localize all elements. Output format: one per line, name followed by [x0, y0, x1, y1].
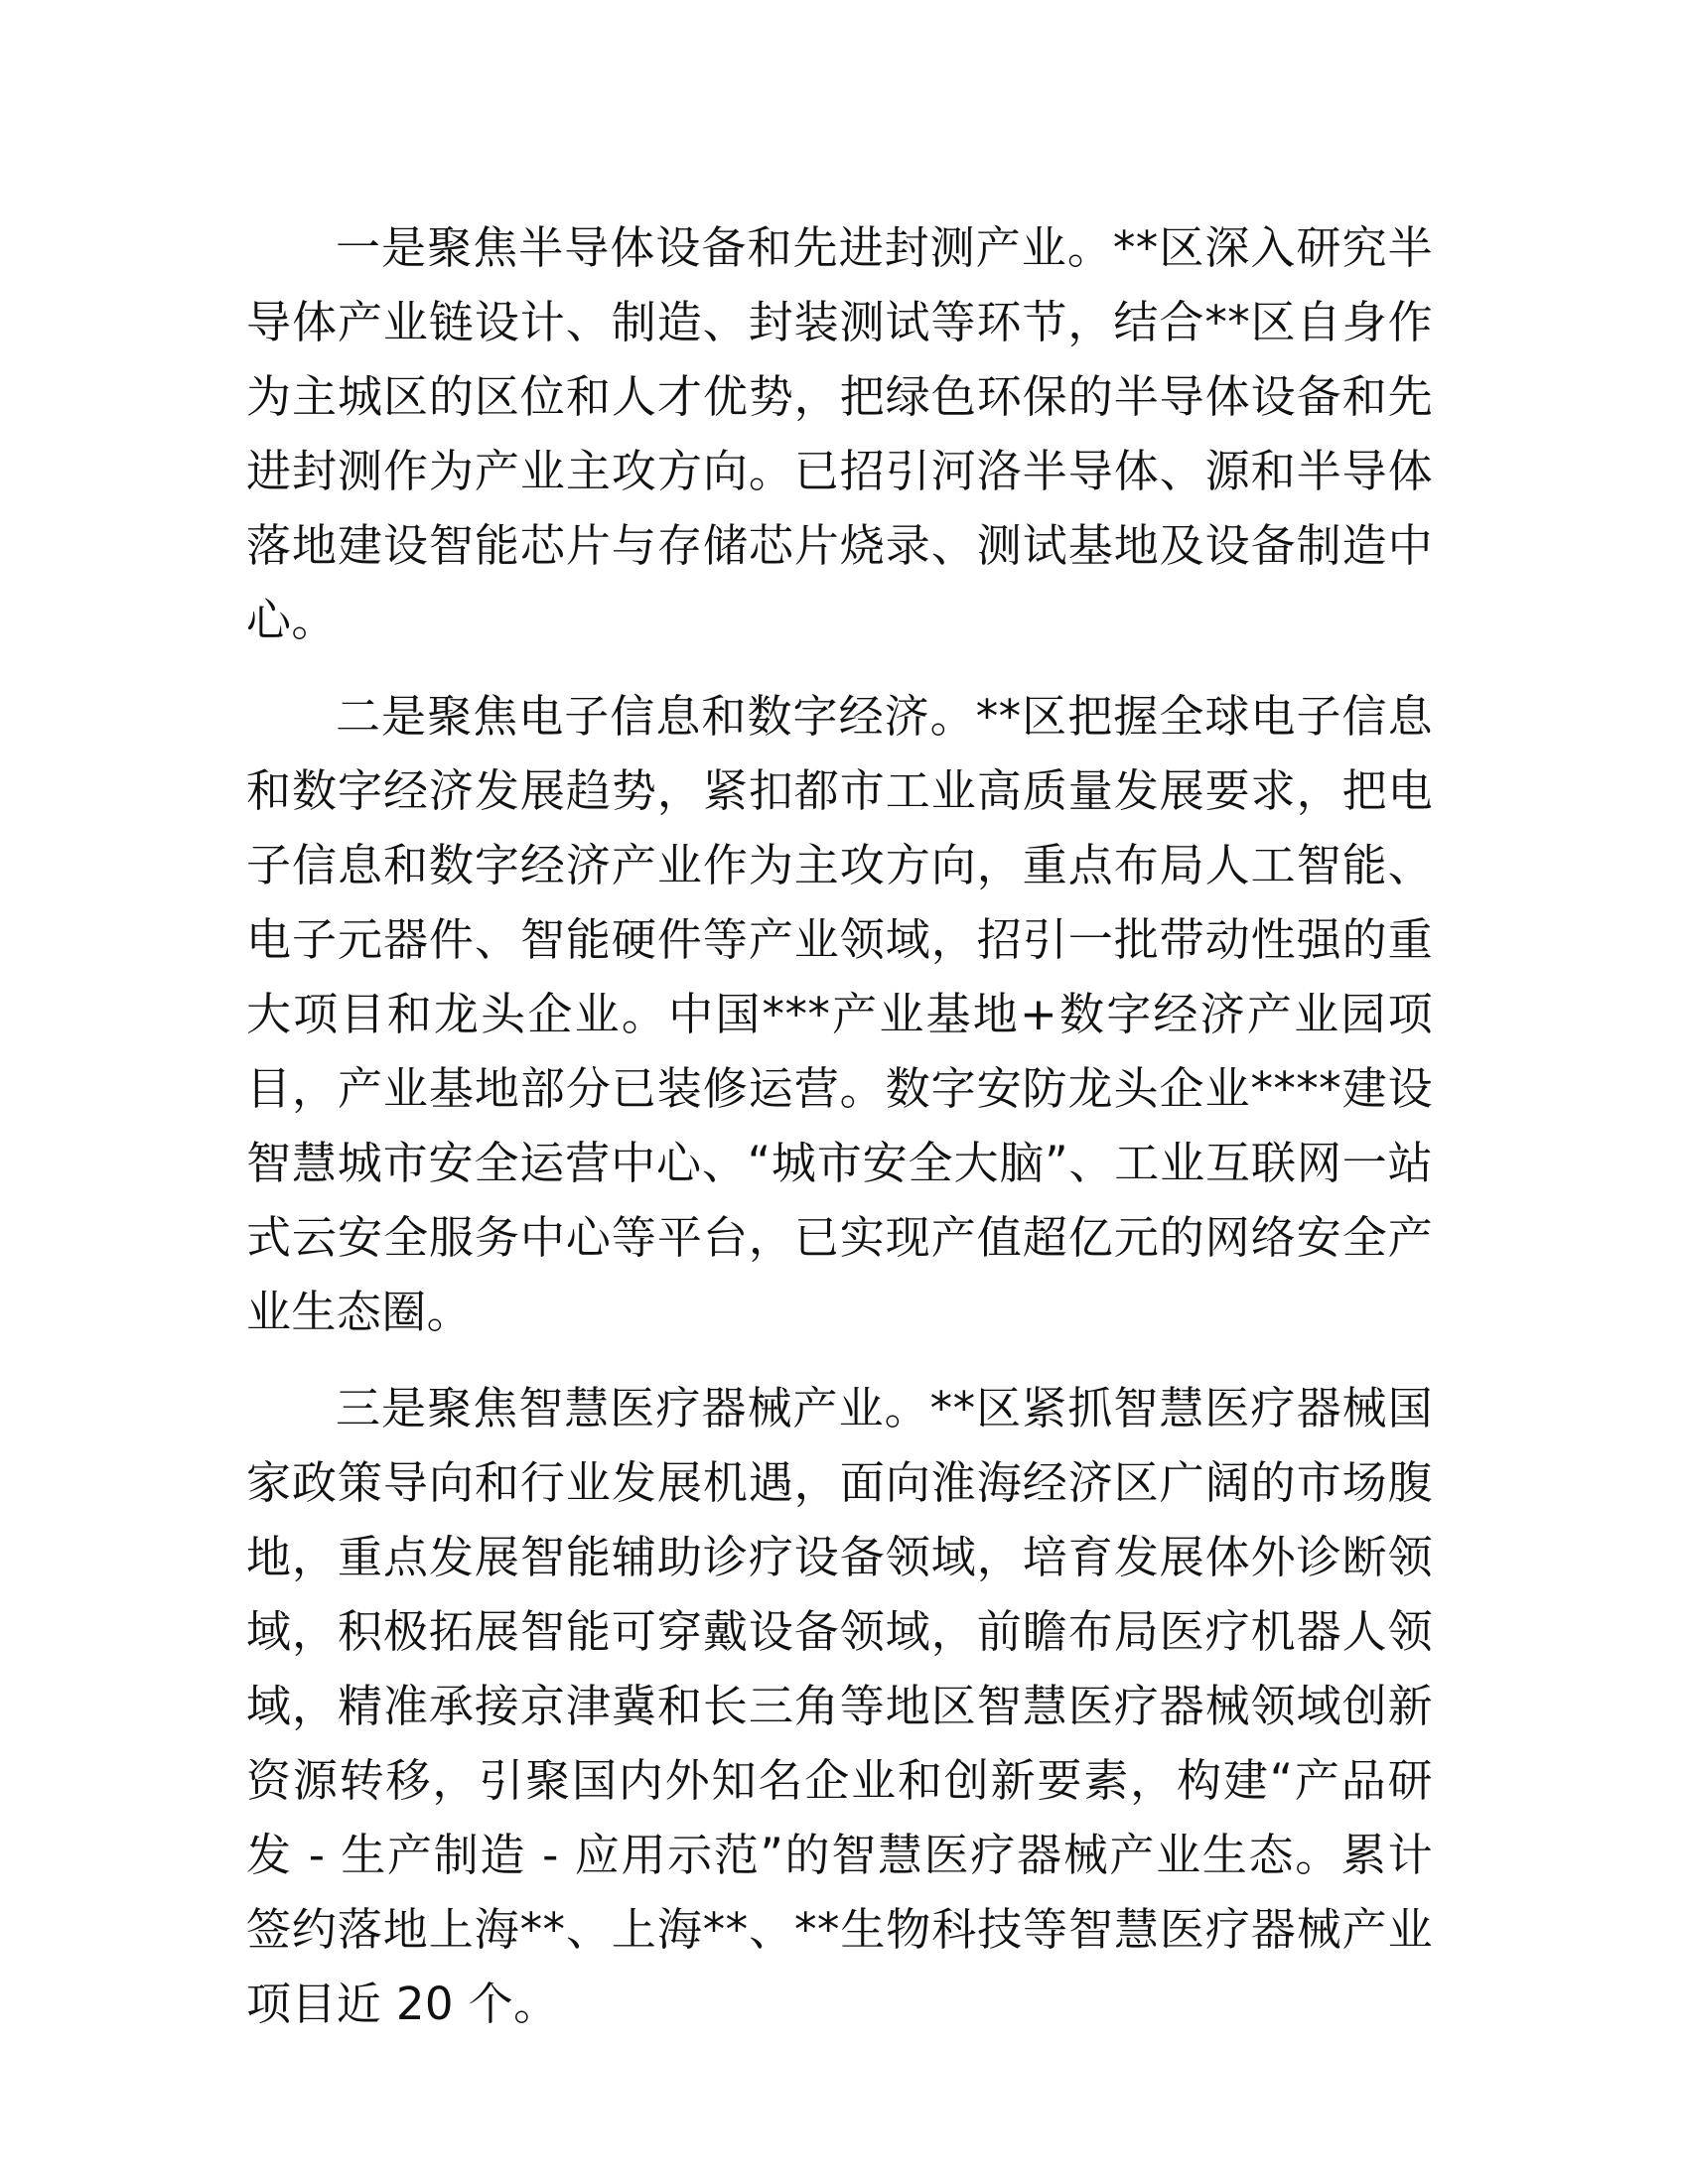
- paragraph-medical-devices: 三是聚焦智慧医疗器械产业。**区紧抓智慧医疗器械国家政策导向和行业发展机遇，面向淮海经济区广阔的市场腹地，重点发展智能辅助诊疗设备领域，培育发展体外诊断领域，积极拓展智能可穿戴设备领域，前瞻布局医疗机器人领域，精准承接京津冀和长三角等地区智慧医疗器械领域创新资源转移，引聚国内外知名企业和创新要素，构建“产品研发 - 生产制造 - 应用示范”的智慧医疗器械产业生态。累计签约落地上海**、上海**、**生物科技等智慧医疗器械产业项目近 20 个。: [246, 1382, 1433, 2030]
- paragraph-semiconductor: 一是聚焦半导体设备和先进封测产业。**区深入研究半导体产业链设计、制造、封装测试等环节，结合**区自身作为主城区的区位和人才优势，把绿色环保的半导体设备和先进封测作为产业主攻方向。已招引河洛半导体、源和半导体落地建设智能芯片与存储芯片烧录、测试基地及设备制造中心。: [246, 221, 1433, 646]
- paragraph-electronic-information: 二是聚焦电子信息和数字经济。**区把握全球电子信息和数字经济发展趋势，紧扣都市工业高质量发展要求，把电子信息和数字经济产业作为主攻方向，重点布局人工智能、电子元器件、智能硬件等产业领域，招引一批带动性强的重大项目和龙头企业。中国***产业基地+数字经济产业园项目，产业基地部分已装修运营。数字安防龙头企业****建设智慧城市安全运营中心、“城市安全大脑”、工业互联网一站式云安全服务中心等平台，已实现产值超亿元的网络安全产业生态圈。: [246, 690, 1433, 1338]
- document-body: [246, 210, 1433, 2063]
